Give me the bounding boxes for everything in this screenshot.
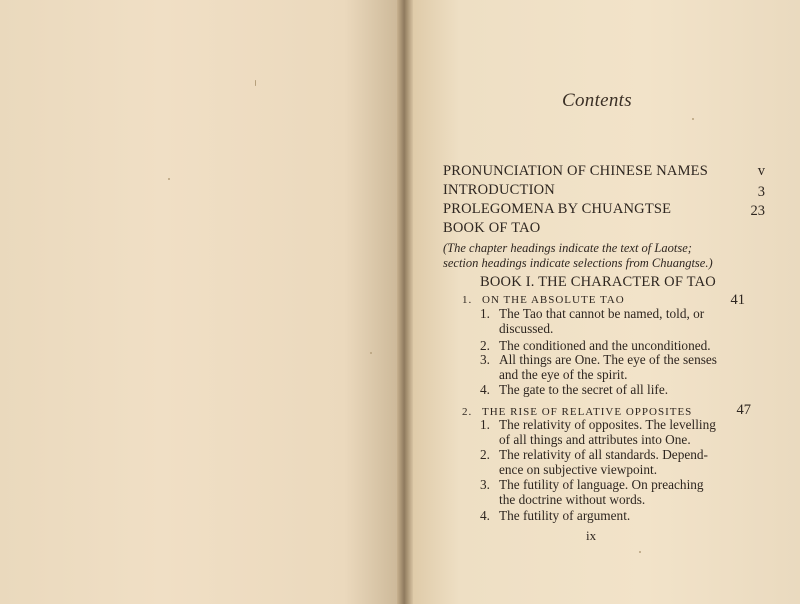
chapter-page: 41 [730, 292, 745, 308]
section-line: ence on subjective viewpoint. [499, 462, 658, 477]
section-line: All things are One. The eye of the senses [499, 352, 717, 367]
chapter-number: 1. [462, 294, 473, 306]
chapter-number: 2. [462, 406, 473, 418]
section-line: and the eye of the spirit. [499, 367, 628, 382]
toc-note-line: section headings indicate selections from Chuangtse.) [443, 256, 713, 270]
section-item [480, 306, 705, 322]
section-line: the doctrine without words. [499, 492, 646, 507]
section-number: 1. [480, 417, 490, 432]
section-line: The relativity of opposites. The levelling [499, 417, 716, 432]
toc-entry-page: 3 [757, 184, 765, 200]
section-number: 2. [480, 338, 490, 353]
toc-entry-label: PROLEGOMENA BY CHUANGTSE [443, 201, 672, 217]
section-item [480, 447, 708, 463]
section-item [480, 352, 717, 368]
section-line: The relativity of all standards. Depend- [499, 447, 708, 462]
section-line: The futility of language. On preaching [499, 477, 704, 492]
book-gutter [397, 0, 413, 604]
paper-fleck [370, 352, 372, 354]
section-number: 3. [480, 352, 490, 367]
section-item [480, 508, 631, 524]
section-item [480, 477, 704, 493]
section-number: 1. [480, 306, 490, 321]
chapter-title: THE RISE OF RELATIVE OPPOSITES [482, 406, 693, 418]
contents-heading: Contents [562, 90, 632, 111]
chapter-page: 47 [736, 402, 751, 418]
section-number: 4. [480, 508, 490, 523]
section-number: 2. [480, 447, 490, 462]
section-line: The gate to the secret of all life. [499, 382, 669, 397]
page-number: ix [586, 528, 597, 543]
toc-entry-label: INTRODUCTION [443, 182, 555, 198]
section-line: The Tao that cannot be named, told, or [499, 306, 705, 321]
toc-entry-page: 23 [750, 203, 765, 219]
book-heading: BOOK I. THE CHARACTER OF TAO [480, 274, 716, 290]
section-number: 4. [480, 382, 490, 397]
section-line: The conditioned and the unconditioned. [499, 338, 711, 353]
toc-entry-label: PRONUNCIATION OF CHINESE NAMES [443, 163, 709, 179]
toc-entry-page: v [757, 163, 765, 179]
paper-fleck [692, 118, 694, 120]
section-line: The futility of argument. [499, 508, 631, 523]
paper-fleck [168, 178, 170, 180]
section-line: of all things and attributes into One. [499, 432, 691, 447]
section-number: 3. [480, 477, 490, 492]
chapter-title: ON THE ABSOLUTE TAO [482, 294, 625, 306]
chapter-heading [462, 294, 625, 306]
paper-fleck [255, 80, 256, 86]
section-line: discussed. [499, 321, 554, 336]
paper-fleck [639, 551, 641, 553]
toc-entry-label: BOOK OF TAO [443, 220, 541, 236]
section-item [480, 382, 669, 398]
toc-note-line: (The chapter headings indicate the text of Laotse; [443, 241, 692, 255]
section-item [480, 417, 716, 433]
